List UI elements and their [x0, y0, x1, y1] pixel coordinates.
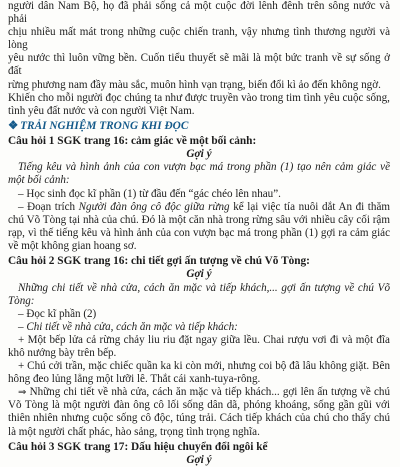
question-2-bullet-2: + Chú cởi trần, mặc chiếc quần ka ki còn mới, nhưng coi bộ đã lâu không giặt. Bên hông đeo lủng lẳng một lưỡi lê. Thắt cái xanh-tuya-rông.	[8, 360, 390, 386]
question-1-point-1: – Học sinh đọc kĩ phần (1) từ đầu đến “gác chéo lên nhau”.	[18, 187, 281, 200]
intro-line: Khiến cho mỗi người đọc chúng ta như được truyền vào trong tim tình yêu cuộc sống,	[8, 91, 390, 104]
section-heading	[8, 119, 390, 133]
intro-line: chịu nhiều mất mát trong những cuộc chiến tranh, vậy nhưng tình thương người và lòng	[8, 26, 390, 52]
question-2-title: Câu hỏi 2 SGK trang 16: chi tiết gợi ấn tượng về chú Võ Tòng:	[8, 255, 310, 267]
intro-line: tình yêu đất nước và con người Việt Nam.	[8, 104, 195, 117]
question-1-hint: Gợi ý	[186, 147, 212, 160]
question-1-prompt: Tiếng kêu và hình ảnh của con vượn bạc má trong phần (1) tạo nên cảm giác về một bối cảnh:	[8, 161, 390, 187]
question-2-read: – Đọc kĩ phần (2)	[18, 307, 97, 320]
intro-paragraph	[8, 0, 390, 118]
question-2-conclusion: ⇒ Những chi tiết về nhà cửa, cách ăn mặc và tiếp khách... gợi lên ấn tượng về chú Võ Tòng là một người đàn ông cô lối sống dân dã, phóng khoáng, sống gần gũi với thiên nhiên nhưng cuộc sống cô độc, túng trải. Cách tiếp khách của chú cho thấy chú là một người chất phác, hào sảng, trọng tình trọng nghĩa.	[8, 386, 390, 438]
question-3-title: Câu hỏi 3 SGK trang 17: Dấu hiệu chuyển đổi ngôi kể	[8, 440, 268, 453]
diamond-bullet-icon: ❖	[8, 119, 19, 132]
question-2-prompt: Những chi tiết về nhà cửa, cách ăn mặc và tiếp khách,... gợi ấn tượng về chú Võ Tòng:	[8, 281, 390, 307]
question-2-subheading: – Chi tiết về nhà cửa, cách ăn mặc và tiếp khách:	[18, 320, 238, 333]
section-heading-text: TRẢI NGHIỆM TRONG KHI ĐỌC	[20, 119, 189, 132]
intro-line: rừng phương nam đầy màu sắc, muôn hình vạn trạng, biến đổi kì ảo đến không ngờ.	[8, 78, 381, 91]
question-3-hint: Gợi ý	[186, 453, 212, 466]
intro-line: người dân Nam Bộ, họ đã phải sống cả một cuộc đời lênh đênh trên sông nước và phải	[8, 0, 390, 26]
intro-line: yêu nước thì luôn vững bền. Cuốn tiểu thuyết sẽ mãi là một bức tranh về sự sống ở đất	[8, 52, 390, 78]
question-2-bullet-1: + Một bếp lửa cả rừng chảy liu riu đặt ngay giữa lều. Chai rượu vơi đi và một đĩa khô nướng bày trên bếp.	[8, 333, 390, 359]
question-1-point-2: – Đoạn trích Người đàn ông cô độc giữa rừng kể lại việc tía nuôi dắt An đi thăm chú Võ Tòng tại nhà của chú. Đó là một căn nhà trong rừng sâu với nhiều cây cối rậm rạp, vì thế tiếng kêu và hình ảnh của con vượn bạc má trong phần (1) gợi ra cảm giác về một không gian hoang sơ.	[8, 200, 390, 252]
double-arrow-icon: ⇒	[18, 387, 27, 399]
question-2-hint: Gợi ý	[186, 268, 212, 280]
question-1-title: Câu hỏi 1 SGK trang 16: cảm giác về một bối cảnh:	[8, 134, 257, 147]
